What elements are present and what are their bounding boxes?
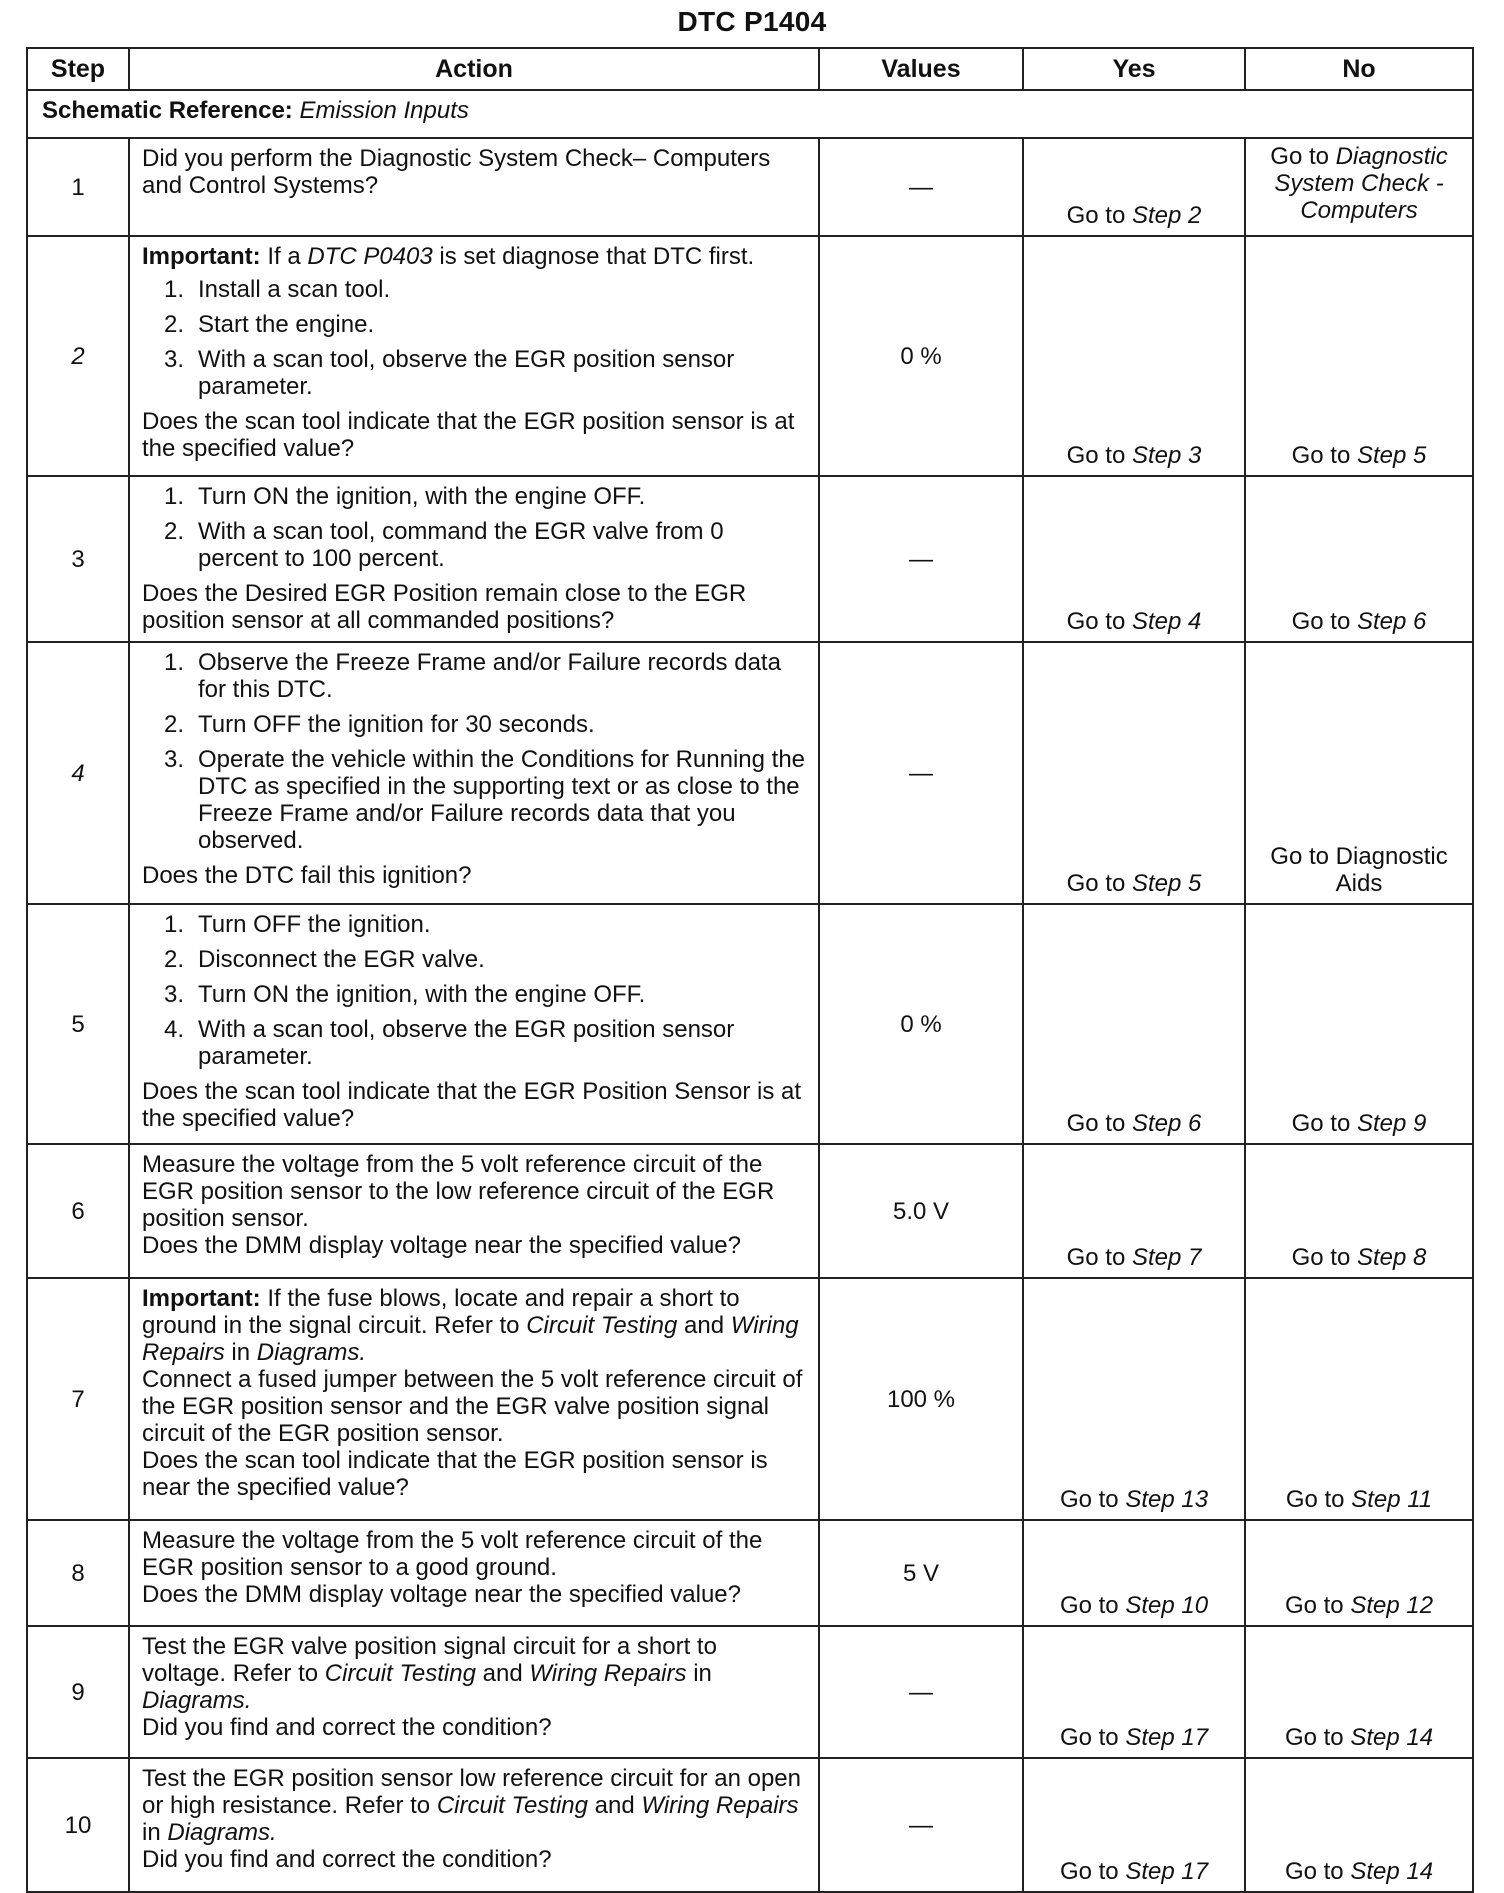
yes-step-ref: Step 17 <box>1125 1724 1209 1751</box>
action-cell <box>129 642 819 904</box>
step-number: 9 <box>27 1626 129 1758</box>
step-list <box>142 276 806 400</box>
step-number: 4 <box>27 642 129 904</box>
list-item: 2. Turn OFF the ignition for 30 seconds. <box>164 711 595 738</box>
question-text: Does the DTC fail this ignition? <box>142 862 472 889</box>
no-cell: Go to Diagnostic System Check - Computers <box>1245 138 1473 236</box>
yes-step-ref: Step 4 <box>1131 608 1202 635</box>
question-text: Does the DMM display voltage near the specified value? <box>142 1581 741 1608</box>
yes-step-ref: Step 6 <box>1131 1110 1202 1137</box>
step-number: 5 <box>27 904 129 1144</box>
no-step-ref: Step 9 <box>1356 1110 1427 1137</box>
schematic-label: Schematic Reference: <box>42 97 293 124</box>
yes-cell: Go to Step 17 <box>1023 1758 1245 1892</box>
no-step-ref: Step 14 <box>1350 1858 1434 1885</box>
step-number: 6 <box>27 1144 129 1278</box>
question-text: Does the scan tool indicate that the EGR Position Sensor is at the specified value? <box>142 1078 802 1132</box>
header-step: Step <box>27 48 129 90</box>
values-cell: — <box>819 1758 1023 1892</box>
list-item: 3. Operate the vehicle within the Conditions for Running the DTC as specified in the supporting text or as close to the Freeze Frame and/or Failure records data that you observed. <box>164 746 806 854</box>
action-text: Test the EGR position sensor low reference circuit for an open or high resistance. Refer to Circuit Testing and Wiring Repairs in Diagrams. <box>142 1765 801 1846</box>
step-number: 8 <box>27 1520 129 1626</box>
list-item: 4. With a scan tool, observe the EGR position sensor parameter. <box>164 1016 735 1070</box>
no-cell: Go to Step 5 <box>1245 236 1473 476</box>
table-header-row <box>27 48 1473 90</box>
list-item: 2. Disconnect the EGR valve. <box>164 946 485 973</box>
table-row <box>27 1520 1473 1626</box>
table-row <box>27 1626 1473 1758</box>
values-cell: 0 % <box>819 904 1023 1144</box>
yes-cell: Go to Step 10 <box>1023 1520 1245 1626</box>
no-cell: Go to Step 14 <box>1245 1626 1473 1758</box>
table-row <box>27 1758 1473 1892</box>
no-cell: Go to Step 6 <box>1245 476 1473 642</box>
list-item: 3. With a scan tool, observe the EGR position sensor parameter. <box>164 346 735 400</box>
no-cell: Go to Step 11 <box>1245 1278 1473 1520</box>
table-row <box>27 904 1473 1144</box>
values-cell: 5.0 V <box>819 1144 1023 1278</box>
yes-step-ref: Step 3 <box>1131 442 1202 469</box>
action-cell <box>129 1520 819 1626</box>
table-row <box>27 138 1473 236</box>
no-cell: Go to Step 9 <box>1245 904 1473 1144</box>
yes-cell: Go to Step 17 <box>1023 1626 1245 1758</box>
list-item: 1. Turn OFF the ignition. <box>164 911 431 938</box>
step-number: 3 <box>27 476 129 642</box>
action-cell <box>129 476 819 642</box>
header-action: Action <box>129 48 819 90</box>
step-list <box>142 649 806 854</box>
no-step-ref: Step 5 <box>1356 442 1427 469</box>
question-text: Does the scan tool indicate that the EGR position sensor is at the specified value? <box>142 408 795 462</box>
values-cell: 5 V <box>819 1520 1023 1626</box>
list-item: 3. Turn ON the ignition, with the engine OFF. <box>164 981 646 1008</box>
list-item: 2. Start the engine. <box>164 311 375 338</box>
header-values: Values <box>819 48 1023 90</box>
step-list <box>142 483 806 572</box>
action-cell <box>129 236 819 476</box>
question-text: Did you find and correct the condition? <box>142 1714 552 1741</box>
yes-cell: Go to Step 13 <box>1023 1278 1245 1520</box>
step-number: 2 <box>27 236 129 476</box>
page-title: DTC P1404 <box>677 6 827 37</box>
action-text: Test the EGR valve position signal circuit for a short to voltage. Refer to Circuit Testing and Wiring Repairs in Diagrams. <box>142 1633 717 1714</box>
action-cell <box>129 904 819 1144</box>
yes-cell: Go to Step 5 <box>1023 642 1245 904</box>
values-cell: — <box>819 138 1023 236</box>
action-cell <box>129 1758 819 1892</box>
action-cell <box>129 1626 819 1758</box>
yes-cell: Go to Step 2 <box>1023 138 1245 236</box>
no-step-ref: Step 8 <box>1356 1244 1427 1271</box>
action-cell <box>129 1278 819 1520</box>
action-text: Connect a fused jumper between the 5 volt reference circuit of the EGR position sensor and the EGR valve position signal circuit of the EGR position sensor. <box>142 1366 803 1447</box>
list-item: 2. With a scan tool, command the EGR valve from 0 percent to 100 percent. <box>164 518 724 572</box>
important-note: Important: If a DTC P0403 is set diagnose that DTC first. <box>142 243 755 270</box>
no-step-ref: Step 14 <box>1350 1724 1434 1751</box>
important-note: Important: If the fuse blows, locate and repair a short to ground in the signal circuit. Refer to Circuit Testing and Wiring Repairs in Diagrams. <box>142 1285 799 1366</box>
no-cell: Go to Step 12 <box>1245 1520 1473 1626</box>
step-number: 10 <box>27 1758 129 1892</box>
values-cell: 0 % <box>819 236 1023 476</box>
no-step-ref: Step 12 <box>1350 1592 1434 1619</box>
step-number: 7 <box>27 1278 129 1520</box>
yes-cell: Go to Step 7 <box>1023 1144 1245 1278</box>
header-no: No <box>1245 48 1473 90</box>
list-item: 1. Turn ON the ignition, with the engine OFF. <box>164 483 646 510</box>
no-cell: Go to Step 8 <box>1245 1144 1473 1278</box>
yes-cell: Go to Step 3 <box>1023 236 1245 476</box>
header-yes: Yes <box>1023 48 1245 90</box>
yes-step-ref: Step 2 <box>1131 202 1202 229</box>
table-row <box>27 476 1473 642</box>
values-cell: — <box>819 1626 1023 1758</box>
yes-step-ref: Step 17 <box>1125 1858 1209 1885</box>
values-cell: — <box>819 642 1023 904</box>
list-item: 1. Install a scan tool. <box>164 276 391 303</box>
yes-step-ref: Step 13 <box>1125 1486 1209 1513</box>
diagnostic-table <box>26 47 1474 1893</box>
yes-cell: Go to Step 4 <box>1023 476 1245 642</box>
table-row <box>27 236 1473 476</box>
action-cell <box>129 1144 819 1278</box>
yes-step-ref: Step 5 <box>1131 870 1202 897</box>
yes-step-ref: Step 10 <box>1125 1592 1209 1619</box>
table-row <box>27 1144 1473 1278</box>
values-cell: 100 % <box>819 1278 1023 1520</box>
no-step-ref: Step 6 <box>1356 608 1427 635</box>
action-text: Measure the voltage from the 5 volt reference circuit of the EGR position sensor to the low reference circuit of the EGR position sensor. <box>142 1151 775 1232</box>
step-list <box>142 911 806 1070</box>
no-step-ref: Step 11 <box>1351 1486 1433 1513</box>
action-text: Measure the voltage from the 5 volt reference circuit of the EGR position sensor to a good ground. <box>142 1527 763 1581</box>
list-item: 1. Observe the Freeze Frame and/or Failure records data for this DTC. <box>164 649 781 703</box>
action-cell <box>129 138 819 236</box>
schematic-reference-row <box>27 90 1473 138</box>
step-number: 1 <box>27 138 129 236</box>
question-text: Does the DMM display voltage near the specified value? <box>142 1232 741 1259</box>
question-text: Does the scan tool indicate that the EGR position sensor is near the specified value? <box>142 1447 768 1501</box>
question-text: Did you find and correct the condition? <box>142 1846 552 1873</box>
action-text: Did you perform the Diagnostic System Check– Computers and Control Systems? <box>142 145 771 199</box>
question-text: Does the Desired EGR Position remain close to the EGR position sensor at all commanded positions? <box>142 580 747 634</box>
table-row <box>27 642 1473 904</box>
values-cell: — <box>819 476 1023 642</box>
no-cell: Go to Diagnostic Aids <box>1245 642 1473 904</box>
table-row <box>27 1278 1473 1520</box>
no-step-ref: Diagnostic System Check - Computers <box>1274 143 1448 224</box>
schematic-value: Emission Inputs <box>299 97 469 124</box>
yes-cell: Go to Step 6 <box>1023 904 1245 1144</box>
yes-step-ref: Step 7 <box>1131 1244 1202 1271</box>
schematic-reference <box>27 90 1473 138</box>
no-cell: Go to Step 14 <box>1245 1758 1473 1892</box>
